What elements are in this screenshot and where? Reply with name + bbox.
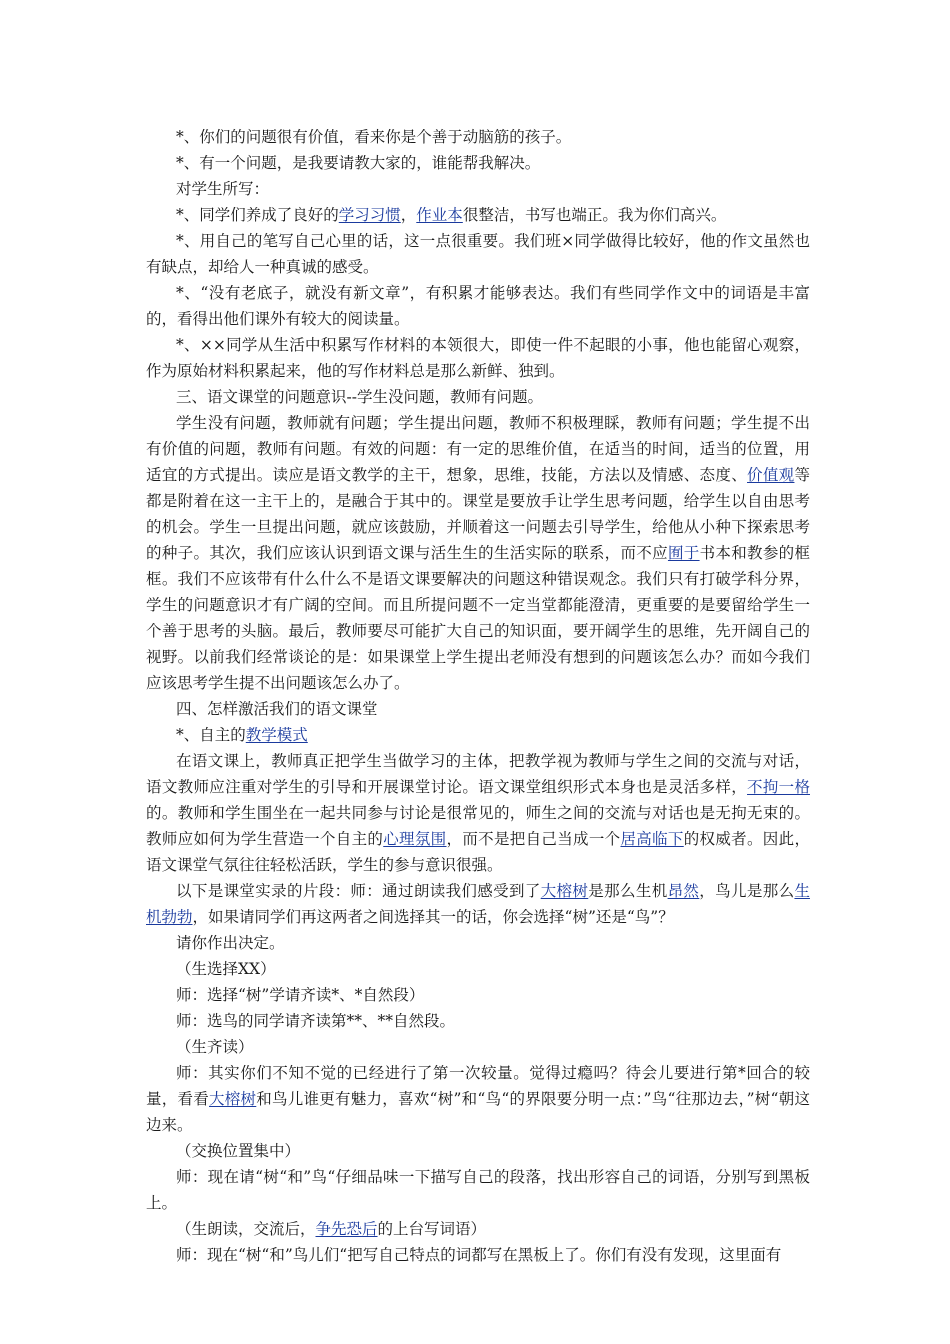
paragraph-text: 书本和教参的框框。我们不应该带有什么什么不是语文课要解决的问题这种错误观念。我们只有打破学科分界，学生的问题意识才有广阔的空间。而且所提问题不一定当堂都能澄清，更重要的是要留给学生一个善于思考的头脑。最后，教师要尽可能扩大自己的知识面，要开阔学生的思维，先开阔自己的视野。以前我们经常谈论的是：如果课堂上学生提出老师没有想到的问题该怎么办？而如今我们应该思考学生提不出问题该怎么办了。 [146, 544, 810, 692]
paragraph [146, 332, 810, 384]
paragraph-text: 在语文课上，教师真正把学生当做学习的主体，把教学视为教师与学生之间的交流与对话，语文教师应注重对学生的引导和开展课堂讨论。语文课堂组织形式本身也是灵活多样， [146, 752, 810, 796]
paragraph-text: ，而不是把自己当成一个 [446, 830, 621, 848]
paragraph [146, 1164, 810, 1216]
paragraph [146, 878, 810, 930]
paragraph [146, 1008, 810, 1034]
paragraph [146, 748, 810, 878]
paragraph [146, 202, 810, 228]
paragraph-text: 的权威者。因此，语文课堂气氛往往轻松活跃，学生的参与意识很强。 [146, 830, 810, 874]
paragraph-text: 请你作出决定。 [176, 934, 285, 952]
paragraph-text: *、“没有老底子，就没有新文章”，有积累才能够表达。我们有些同学作文中的词语是丰富的，看得出他们课外有较大的阅读量。 [146, 284, 810, 328]
paragraph-text: 师：现在“树“和”鸟儿们“把写自己特点的词都写在黑板上了。你们有没有发现，这里面有 [176, 1246, 782, 1264]
keyword-link[interactable]: 昂然 [667, 882, 700, 900]
paragraph-text: ，鸟儿是那么 [699, 882, 795, 900]
paragraph [146, 930, 810, 956]
paragraph-text: 的上台写词语） [377, 1220, 487, 1238]
paragraph-text: 师：其实你们不知不觉的已经进行了第一次较量。觉得过瘾吗？待会儿要进行第*回合的较量，看看 [146, 1064, 810, 1108]
keyword-link[interactable]: 居高临下 [620, 830, 684, 848]
paragraph [146, 410, 810, 696]
paragraph [146, 280, 810, 332]
paragraph-text: 学生没有问题，教师就有问题；学生提出问题，教师不积极理睬，教师有问题；学生提不出有价值的问题，教师有问题。有效的问题：有一定的思维价值，在适当的时间，适当的位置，用适宜的方式提出。读应是语文教学的主干，想象，思维，技能，方法以及情感、态度、 [146, 414, 810, 484]
paragraph [146, 1242, 810, 1268]
paragraph-text: *、用自己的笔写自己心里的话，这一点很重要。我们班×同学做得比较好，他的作文虽然也有缺点，却给人一种真诚的感受。 [146, 232, 810, 276]
keyword-link[interactable]: 争先恐后 [315, 1220, 378, 1238]
paragraph-text: （交换位置集中） [176, 1142, 301, 1160]
paragraph [146, 1060, 810, 1138]
paragraph [146, 150, 810, 176]
paragraph-text: 以下是课堂实录的片段：师：通过朗读我们感受到了 [176, 882, 541, 900]
paragraph-text: ，如果请同学们再这两者之间选择其一的话，你会选择“树”还是“鸟”？ [192, 908, 674, 926]
keyword-link[interactable]: 学习习惯 [338, 206, 401, 224]
paragraph-text: 师：现在请“树“和”鸟“仔细品味一下描写自己的段落，找出形容自己的词语，分别写到黑板上。 [146, 1168, 810, 1212]
paragraph-text: 四、怎样激活我们的语文课堂 [176, 700, 378, 718]
paragraph-text: *、同学们养成了良好的 [176, 206, 339, 224]
paragraph-text: 的。教师和学生围坐在一起共同参与讨论是很常见的，师生之间的交流与对话也是无拘无束的。教师应如何为学生营造一个自主的 [146, 804, 810, 848]
paragraph-text: 师：选择“树”学请齐读*、*自然段） [176, 986, 425, 1004]
paragraph-text: 很整洁，书写也端正。我为你们高兴。 [462, 206, 727, 224]
paragraph [146, 1034, 810, 1060]
paragraph [146, 1216, 810, 1242]
paragraph-text: 三、语文课堂的问题意识--学生没问题，教师有问题。 [176, 388, 543, 406]
keyword-link[interactable]: 价值观 [747, 466, 795, 484]
keyword-link[interactable]: 大榕树 [209, 1090, 257, 1108]
keyword-link[interactable]: 不拘一格 [747, 778, 810, 796]
keyword-link[interactable]: 教学模式 [245, 726, 308, 744]
paragraph [146, 722, 810, 748]
paragraph-text: *、××同学从生活中积累写作材料的本领很大，即使一件不起眼的小事，他也能留心观察，作为原始材料积累起来，他的写作材料总是那么新鲜、独到。 [146, 336, 810, 380]
keyword-link[interactable]: 心理氛围 [383, 830, 447, 848]
paragraph-text: 和鸟儿谁更有魅力，喜欢“树”和“鸟“的界限要分明一点：”鸟“往那边去，”树“朝这边来。 [146, 1090, 810, 1134]
paragraph [146, 696, 810, 722]
keyword-link[interactable]: 囿于 [667, 544, 700, 562]
paragraph [146, 982, 810, 1008]
paragraph [146, 124, 810, 150]
paragraph [146, 176, 810, 202]
document-body [146, 124, 810, 1268]
paragraph-text: 是那么生机 [588, 882, 668, 900]
paragraph-text: 等都是附着在这一主干上的，是融合于其中的。课堂是要放手让学生思考问题，给学生以自由思考的机会。学生一旦提出问题，就应该鼓励，并顺着这一问题去引导学生，给他从小种下探索思考的种子。其次，我们应该认识到语文课与活生生的生活实际的联系，而不应 [146, 466, 810, 562]
paragraph [146, 228, 810, 280]
keyword-link[interactable]: 大榕树 [540, 882, 589, 900]
paragraph-text: （生朗读，交流后， [176, 1220, 316, 1238]
paragraph-text: （生齐读） [176, 1038, 254, 1056]
paragraph [146, 384, 810, 410]
paragraph-text: 对学生所写： [176, 180, 270, 198]
keyword-link[interactable]: 作业本 [416, 206, 463, 224]
paragraph-text: *、有一个问题，是我要请教大家的，谁能帮我解决。 [176, 154, 541, 172]
paragraph-text: *、你们的问题很有价值，看来你是个善于动脑筋的孩子。 [176, 128, 572, 146]
paragraph-text: 师：选鸟的同学请齐读第**、**自然段。 [176, 1012, 456, 1030]
paragraph [146, 956, 810, 982]
paragraph-text: *、自主的 [176, 726, 246, 744]
keyword-link[interactable]: 生机勃勃 [146, 882, 810, 926]
paragraph-text: （生选择XX） [176, 960, 276, 978]
paragraph-text: ， [400, 206, 417, 224]
paragraph [146, 1138, 810, 1164]
